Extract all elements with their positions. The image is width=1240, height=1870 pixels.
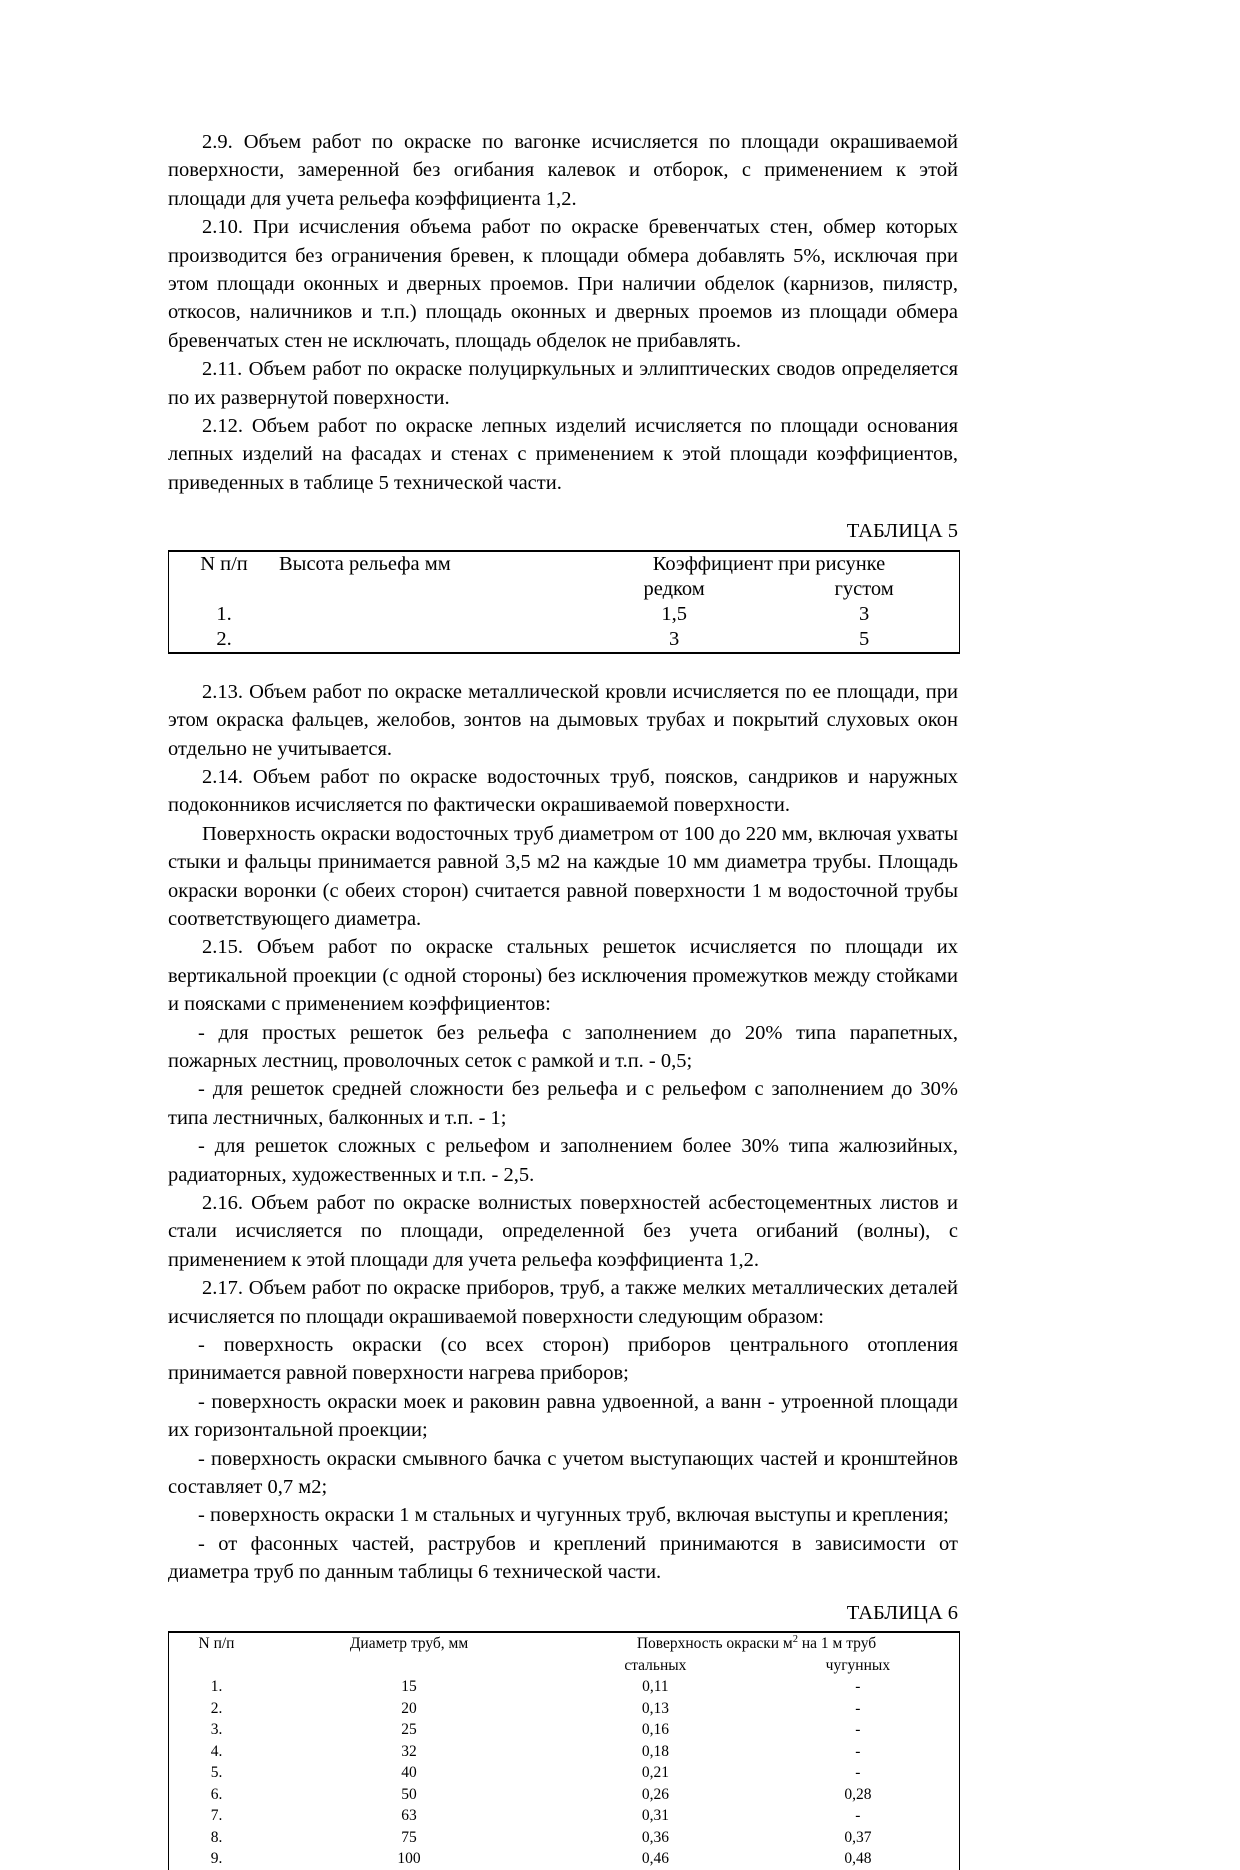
table5-subheader-blank1: [169, 577, 280, 602]
table6-header-surface-prefix: Поверхность окраски м: [636, 1635, 793, 1653]
table6-cell-diameter: 75: [401, 1828, 417, 1846]
table6: [168, 1631, 960, 1870]
paragraph-2-12: 2.12. Объем работ по окраске лепных изделий исчисляется по площади основания лепных изделий на фасадах и стенах с применением к этой площади коэффициентов, приведенных в таблице 5 технической части.: [168, 415, 958, 494]
table6-subheader-blank1: [169, 1655, 265, 1677]
table6-cell-np: 7.: [210, 1807, 223, 1825]
table6-cell-steel: 0,21: [641, 1764, 669, 1782]
table6-cell-diameter: 50: [401, 1785, 417, 1803]
table6-cell-steel: 0,36: [641, 1828, 669, 1846]
table-row: [169, 1719, 960, 1741]
table5-cell-np: 2.: [216, 627, 232, 650]
paragraph-2-13: 2.13. Объем работ по окраске металлической кровли исчисляется по ее площади, при этом окраска фальцев, желобов, зонтов на дымовых трубах и покрытий слуховых окон отдельно не учитывается.: [168, 680, 958, 760]
table6-subheader-blank2: [264, 1655, 554, 1677]
table6-cell-diameter: 25: [401, 1721, 417, 1739]
table5-subheader-blank2: [279, 577, 579, 602]
table-row: [169, 1676, 960, 1698]
table6-caption: ТАБЛИЦА 6: [846, 1601, 958, 1624]
table5-cell-sparse: 3: [669, 627, 680, 650]
table6-cell-steel: 0,18: [641, 1742, 669, 1760]
table6-cell-diameter: 32: [401, 1742, 417, 1760]
list-item-217-1: - поверхность окраски (со всех сторон) приборов центрального отопления принимается равной поверхности нагрева приборов;: [168, 1334, 958, 1385]
paragraph-2-15: 2.15. Объем работ по окраске стальных решеток исчисляется по площади их вертикальной проекции (с одной стороны) без исключения промежутков между стойками и поясками с применением коэффициентов:: [168, 936, 958, 1016]
table5-header-row: [169, 551, 960, 577]
table6-cell-diameter: 100: [397, 1850, 421, 1868]
table-row: [169, 1805, 960, 1827]
table5: [168, 550, 960, 654]
table6-header-row: [169, 1632, 960, 1655]
table6-cell-np: 2.: [210, 1699, 223, 1717]
table-row: [169, 602, 960, 627]
table6-cell-cast: 0,37: [844, 1828, 872, 1846]
table6-cell-np: 3.: [210, 1721, 223, 1739]
table6-cell-np: 9.: [210, 1850, 223, 1868]
paragraph-water-pipes: Поверхность окраски водосточных труб диаметром от 100 до 220 мм, включая ухваты стыки и фальцы принимается равной 3,5 м2 на каждые 10 мм диаметра трубы. Площадь окраски воронки (с обеих сторон) считается равной поверхности 1 м водосточной трубы соответствующего диаметра.: [168, 822, 958, 930]
table5-subheader-row: [169, 577, 960, 602]
table6-cell-steel: 0,46: [641, 1850, 669, 1868]
table-row: [169, 1784, 960, 1806]
table6-subheader-cast: чугунных: [825, 1656, 891, 1674]
table5-subheader-dense: густом: [834, 577, 894, 600]
table6-cell-cast: 0,48: [844, 1850, 872, 1868]
paragraph-2-9: 2.9. Объем работ по окраске по вагонке исчисляется по площади окрашиваемой поверхности, замеренной без огибания калевок и отборок, с применением к этой площади для учета рельефа коэффициента 1,2.: [168, 131, 958, 210]
list-item-217-4: - поверхность окраски 1 м стальных и чугунных труб, включая выступы и крепления;: [198, 1504, 949, 1527]
paragraph-2-11: 2.11. Объем работ по окраске полуциркульных и эллиптических сводов определяется по их развернутой поверхности.: [168, 358, 958, 409]
table5-cell-np: 1.: [216, 602, 232, 625]
table5-subheader-sparse: редком: [643, 577, 705, 600]
list-item-217-3: - поверхность окраски смывного бачка с учетом выступающих частей и кронштейнов составляет 0,7 м2;: [168, 1447, 958, 1499]
table6-cell-steel: 0,16: [641, 1721, 669, 1739]
table5-cell-dense: 3: [859, 602, 870, 625]
table6-cell-steel: 0,11: [642, 1678, 669, 1696]
table6-cell-cast: 0,28: [844, 1785, 872, 1803]
table6-cell-np: 5.: [210, 1764, 223, 1782]
table5-header-np: N п/п: [200, 552, 248, 575]
paragraph-2-10: 2.10. При исчисления объема работ по окраске бревенчатых стен, обмер которых производится без ограничения бревен, к площади обмера добавлять 5%, исключая при этом площади оконных и дверных проемов. При наличии обделок (карнизов, пилястр, откосов, наличников и т.п.) площадь оконных и дверных проемов из площади обмера бревенчатых стен не исключать, площадь обделок не прибавлять.: [168, 216, 958, 352]
table5-wrapper: [168, 550, 958, 654]
table-row: [169, 1762, 960, 1784]
table6-cell-steel: 0,31: [641, 1807, 669, 1825]
paragraph-2-14: 2.14. Объем работ по окраске водосточных труб, поясков, сандриков и наружных подоконников исчисляется по фактически окрашиваемой поверхности.: [168, 765, 958, 817]
table6-header-surface-suffix: на 1 м труб: [797, 1635, 877, 1653]
table5-header-height: Высота рельефа мм: [279, 552, 451, 575]
table6-cell-np: 1.: [210, 1678, 223, 1696]
table6-cell-diameter: 63: [401, 1807, 417, 1825]
table-row: [169, 1827, 960, 1849]
table-row: [169, 1848, 960, 1870]
text-block-top: [168, 128, 958, 497]
table6-cell-cast: -: [855, 1807, 861, 1825]
list-item-215-1: - для простых решеток без рельефа с заполнением до 20% типа парапетных, пожарных лестниц, проволочных сеток с рамкой и т.п. - 0,5;: [168, 1021, 958, 1072]
paragraph-2-17: 2.17. Объем работ по окраске приборов, труб, а также мелких металлических деталей исчисляется по площади окрашиваемой поверхности следующим образом:: [168, 1277, 958, 1328]
table6-cell-cast: -: [855, 1699, 861, 1717]
table6-header-surface-sup: 2: [792, 1633, 798, 1645]
table6-subheader-steel: стальных: [624, 1656, 687, 1674]
table6-cell-diameter: 40: [401, 1764, 417, 1782]
list-item-217-2: - поверхность окраски моек и раковин равна удвоенной, а ванн - утроенной площади их горизонтальной проекции;: [168, 1390, 958, 1442]
table5-cell-height: [279, 602, 579, 627]
table6-cell-cast: -: [855, 1678, 861, 1696]
table6-cell-cast: -: [855, 1721, 861, 1739]
table6-cell-diameter: 20: [401, 1699, 417, 1717]
table5-cell-height: [279, 627, 579, 653]
table6-subheader-row: [169, 1655, 960, 1677]
table6-header-diameter: Диаметр труб, мм: [349, 1635, 469, 1653]
table5-caption: ТАБЛИЦА 5: [846, 520, 958, 543]
list-item-215-3: - для решеток сложных с рельефом и заполнением более 30% типа жалюзийных, радиаторных, художественных и т.п. - 2,5.: [168, 1135, 958, 1186]
table-row: [169, 627, 960, 653]
table6-cell-np: 4.: [210, 1742, 223, 1760]
table6-cell-steel: 0,13: [641, 1699, 669, 1717]
table5-cell-dense: 5: [859, 627, 870, 650]
table6-cell-np: 8.: [210, 1828, 223, 1846]
table6-cell-steel: 0,26: [641, 1785, 669, 1803]
table5-cell-sparse: 1,5: [661, 602, 687, 625]
list-item-217-5: - от фасонных частей, раструбов и креплений принимаются в зависимости от диаметра труб по данным таблицы 6 технической части.: [168, 1532, 958, 1584]
table6-header-np: N п/п: [198, 1635, 235, 1653]
table6-wrapper: [168, 1631, 958, 1870]
paragraph-2-16: 2.16. Объем работ по окраске волнистых поверхностей асбестоцементных листов и стали исчисляется по площади, определенной без учета огибаний (волны), с применением к этой площади для учета рельефа коэффициента 1,2.: [168, 1192, 958, 1271]
text-block-middle: [168, 678, 958, 1587]
table5-header-coefficient: Коэффициент при рисунке: [652, 552, 886, 575]
table6-cell-np: 6.: [210, 1785, 223, 1803]
table6-cell-cast: -: [855, 1764, 861, 1782]
table6-header-surface: [554, 1632, 960, 1655]
table-row: [169, 1698, 960, 1720]
table6-cell-diameter: 15: [401, 1678, 417, 1696]
table6-cell-cast: -: [855, 1742, 861, 1760]
table-row: [169, 1741, 960, 1763]
list-item-215-2: - для решеток средней сложности без рельефа и с рельефом с заполнением до 30% типа лестничных, балконных и т.п. - 1;: [168, 1078, 958, 1129]
